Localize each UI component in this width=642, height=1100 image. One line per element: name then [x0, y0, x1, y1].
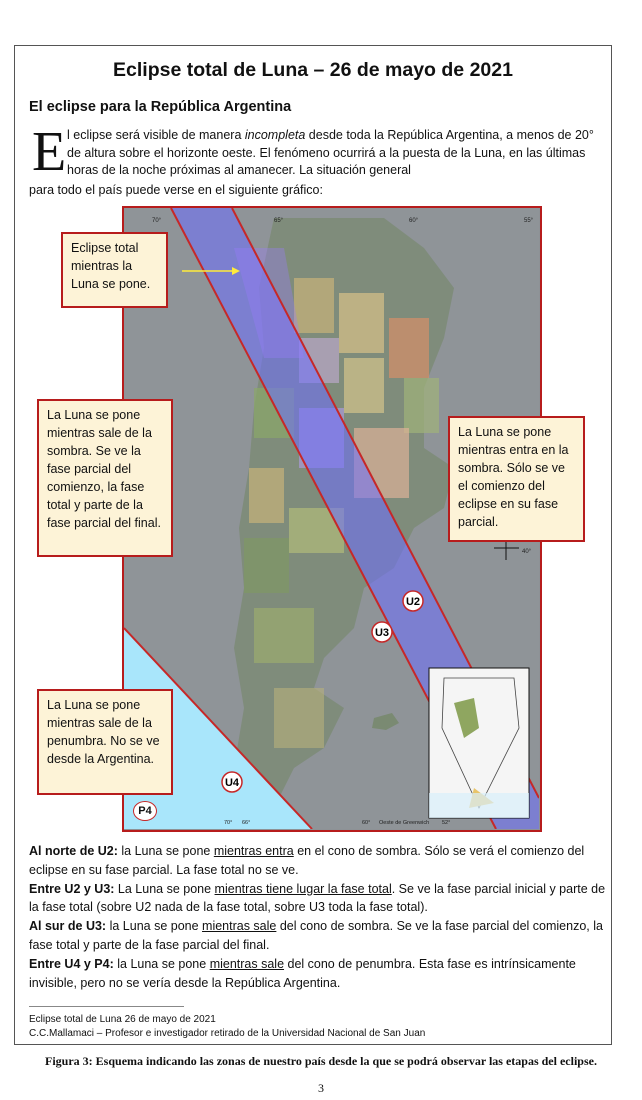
label-u4 — [222, 772, 242, 792]
lon-top-55: 55° — [524, 218, 534, 224]
intro-paragraph-end: para todo el país puede verse en el siguiente gráfico: — [29, 183, 323, 197]
callout-sale-sombra: La Luna se pone mientras sale de la sombra. Se ve la fase parcial del comienzo, la fase total y parte de la fase parcial del final. — [37, 399, 173, 557]
label-u2 — [403, 591, 423, 611]
callout-penumbra: La Luna se pone mientras sale de la penumbra. No se ve desde la Argentina. — [37, 689, 173, 795]
lon-bottom-greenwich: Oeste de Greenwich — [379, 820, 430, 826]
lon-bottom-66: 66° — [242, 820, 251, 826]
desc-norte-u2: Al norte de U2: la Luna se pone mientras entra en el cono de sombra. Sólo se verá el comienzo del eclipse en su fase parcial. La fase total no se ve. — [29, 844, 585, 877]
svg-text:U3: U3 — [374, 627, 390, 639]
svg-text:U2: U2 — [405, 596, 421, 608]
footer — [29, 1013, 425, 1040]
intro-paragraph: l eclipse será visible de manera incompleta desde toda la República Argentina, a menos de 20° de altura sobre el horizonte oeste. El fenómeno ocurrirá a la puesta de la Luna, en las últimas horas de la noche próximas al amanecer. La situación general — [67, 128, 594, 177]
lon-bottom-60: 60° — [362, 820, 371, 826]
lon-top-65: 65° — [274, 218, 284, 224]
label-p4-text: P4 — [133, 801, 157, 821]
callout-total: Eclipse total mientras la Luna se pone. — [61, 232, 168, 308]
lon-bottom-52: 52° — [442, 820, 451, 826]
footer-line-2: C.C.Mallamaci – Profesor e investigador retirado de la Universidad Nacional de San Juan — [29, 1027, 426, 1039]
drop-cap: E — [32, 121, 67, 183]
label-u3 — [372, 622, 392, 642]
lon-top-70: 70° — [152, 218, 162, 224]
svg-text:U4: U4 — [224, 777, 240, 789]
figure-caption: Figura 3: Esquema indicando las zonas de nuestro país desde la que se podrá observar las etapas del eclipse. — [45, 1054, 597, 1068]
section-subtitle: El eclipse para la República Argentina — [29, 99, 292, 115]
zone-descriptions — [29, 842, 609, 992]
page-number: 3 — [318, 1081, 324, 1095]
lon-top-60: 60° — [409, 218, 419, 224]
desc-entre-u4-p4: Entre U4 y P4: la Luna se pone mientras sale del cono de penumbra. Esta fase es intrínsicamente invisible, pero no se vería desde la República Argentina. — [29, 956, 576, 990]
lat-right-40: 40° — [522, 549, 532, 555]
document-frame — [14, 45, 612, 1045]
page-title: Eclipse total de Luna – 26 de mayo de 2021 — [113, 59, 513, 81]
desc-sur-u3: Al sur de U3: la Luna se pone mientras sale del cono de sombra. Se ve la fase parcial del comienzo, la fase total y parte de la fase parcial del final. — [29, 919, 603, 952]
lon-bottom-70: 70° — [224, 820, 233, 826]
desc-entre-u2-u3: Entre U2 y U3: La Luna se pone mientras tiene lugar la fase total. Se ve la fase parcial inicial y parte de la fase total (sobre U2 nada de la fase total, sobre U3 toda la fase total). — [29, 881, 606, 915]
callout-entra-sombra: La Luna se pone mientras entra en la sombra. Sólo se ve el comienzo del eclipse en su fase parcial. — [448, 416, 585, 542]
footer-line-1: Eclipse total de Luna 26 de mayo de 2021 — [29, 1014, 216, 1025]
footer-rule — [29, 1006, 184, 1007]
